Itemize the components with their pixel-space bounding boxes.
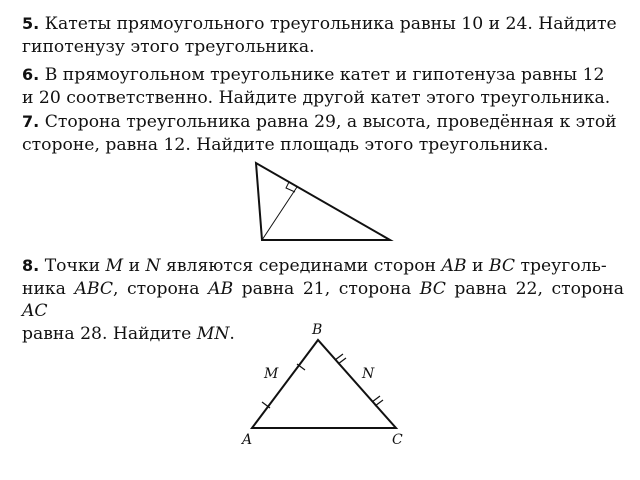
problem-6-line-2: и 20 соответственно. Найдите другой катет этого треугольника. <box>22 87 611 108</box>
problem-8-segment-mn: MN <box>196 323 230 344</box>
problem-5-line-2: гипотенузу этого треугольника. <box>22 36 315 57</box>
tick-bc-lower-2 <box>375 400 383 406</box>
problem-7-line-1: Сторона треугольника равна 29, а высота, проведённая к этой <box>44 112 617 132</box>
problem-8-text-1c: являются серединами сторон <box>160 256 442 276</box>
problem-8-text-2b: , сторона <box>112 278 209 299</box>
problem-8-side-bc-2: BC <box>419 278 446 299</box>
problem-8-text-2d: равна 22, сторона <box>445 278 625 299</box>
problem-8-number: 8. <box>22 256 40 275</box>
problem-8-triangle-abc: ABC <box>74 278 113 299</box>
problem-8-point-n: N <box>145 256 161 276</box>
tick-bc-upper-1 <box>335 354 343 360</box>
problem-8-text-1e: треуголь- <box>515 256 607 276</box>
problem-6-number: 6. <box>22 65 40 84</box>
problem-8-side-ab: AB <box>441 256 467 276</box>
problem-8-side-ac: AC <box>22 301 48 321</box>
label-c: C <box>392 432 403 448</box>
problem-8-text-2c: равна 21, сторона <box>233 278 420 299</box>
problem-8-side-bc: BC <box>488 256 516 276</box>
problem-8-text-3b: . <box>229 323 235 344</box>
label-n: N <box>362 366 375 382</box>
problem-6-line-1: В прямоугольном треугольнике катет и гипотенуза равны 12 <box>44 65 605 85</box>
problem-8-point-m: M <box>105 256 124 276</box>
problem-8-side-ab-2: AB <box>208 278 234 299</box>
tick-bc-lower-1 <box>372 396 380 402</box>
problem-7-line-2: стороне, равна 12. Найдите площадь этого треугольника. <box>22 134 549 155</box>
problem-7-number: 7. <box>22 112 40 131</box>
problem-5-line-1: Катеты прямоугольного треугольника равны 10 и 24. Найдите <box>44 14 617 34</box>
problem-8-text-1b: и <box>123 256 146 276</box>
problem-5-number: 5. <box>22 14 40 33</box>
label-b: B <box>312 322 323 338</box>
problem-8-text-1d: и <box>466 256 489 276</box>
problem-8-text-2a: ника <box>22 278 75 299</box>
problem-8-text-1a: Точки <box>44 256 106 276</box>
triangle-abc-outline <box>252 340 396 428</box>
label-m: M <box>264 366 279 382</box>
label-a: A <box>242 432 253 448</box>
tick-bc-upper-2 <box>338 358 346 364</box>
problem-8-text-3a: равна 28. Найдите <box>22 323 197 344</box>
